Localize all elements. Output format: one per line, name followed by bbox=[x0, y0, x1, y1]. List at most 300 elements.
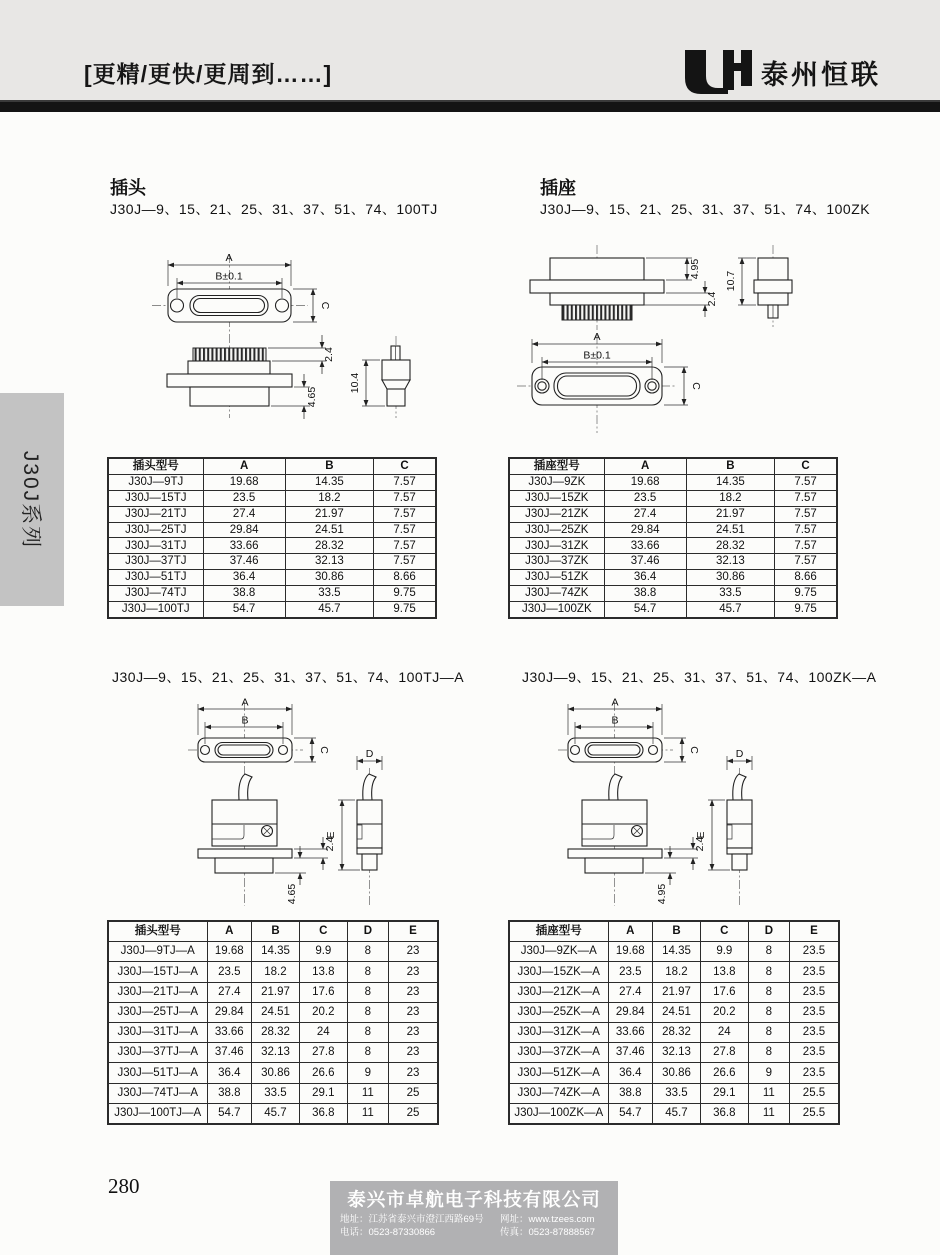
table-row bbox=[509, 490, 837, 506]
table-row bbox=[509, 474, 837, 490]
table-row bbox=[509, 570, 837, 586]
value-cell: 27.4 bbox=[604, 506, 686, 522]
value-cell: 26.6 bbox=[700, 1063, 748, 1083]
value-cell: 27.4 bbox=[207, 982, 252, 1002]
plug-side-view bbox=[167, 348, 292, 406]
value-cell: 7.57 bbox=[775, 522, 837, 538]
footer-fax: 传真：0523-87888567 bbox=[500, 1227, 596, 1238]
footer-company-box bbox=[330, 1181, 618, 1255]
value-cell: 21.97 bbox=[252, 982, 300, 1002]
value-cell: 37.46 bbox=[604, 554, 686, 570]
model-cell: J30J—21ZK—A bbox=[509, 982, 608, 1002]
value-cell: 30.86 bbox=[653, 1063, 701, 1083]
dim-D bbox=[727, 748, 752, 770]
value-cell: 8 bbox=[347, 982, 388, 1002]
value-cell: 7.57 bbox=[374, 522, 436, 538]
value-cell: 23.5 bbox=[789, 962, 839, 982]
value-cell: 8 bbox=[347, 962, 388, 982]
value-cell: 36.8 bbox=[700, 1103, 748, 1124]
dim-2-4 bbox=[268, 335, 335, 374]
value-cell: 38.8 bbox=[207, 1083, 252, 1103]
value-cell: 8 bbox=[748, 962, 789, 982]
value-cell: 54.7 bbox=[608, 1103, 653, 1124]
backshell-profile-view bbox=[357, 774, 382, 870]
value-cell: 23 bbox=[388, 982, 438, 1002]
model-cell: J30J—21ZK bbox=[509, 506, 604, 522]
value-cell: 33.5 bbox=[653, 1083, 701, 1103]
dimension-label-A: A bbox=[225, 252, 233, 264]
column-header: A bbox=[203, 458, 285, 474]
value-cell: 54.7 bbox=[207, 1103, 252, 1124]
value-cell: 9.75 bbox=[775, 586, 837, 602]
value-cell: 33.5 bbox=[252, 1083, 300, 1103]
value-cell: 45.7 bbox=[252, 1103, 300, 1124]
value-cell: 18.2 bbox=[285, 490, 374, 506]
value-cell: 7.57 bbox=[775, 490, 837, 506]
value-cell: 19.68 bbox=[604, 474, 686, 490]
value-cell: 24 bbox=[299, 1022, 347, 1042]
value-cell: 8 bbox=[347, 1022, 388, 1042]
dimension-label-B: B±0.1 bbox=[583, 349, 611, 362]
value-cell: 23.5 bbox=[789, 982, 839, 1002]
value-cell: 23.5 bbox=[789, 1043, 839, 1063]
value-cell: 27.8 bbox=[700, 1043, 748, 1063]
dim-C bbox=[664, 738, 700, 762]
value-cell: 33.66 bbox=[608, 1022, 653, 1042]
table-row bbox=[509, 586, 837, 602]
table-row bbox=[509, 1022, 839, 1042]
socket-front-view bbox=[532, 367, 662, 405]
table-row bbox=[108, 1083, 438, 1103]
column-header: D bbox=[347, 921, 388, 942]
dimension-label-tail: 4.65 bbox=[286, 883, 298, 905]
value-cell: 7.57 bbox=[775, 554, 837, 570]
column-header: C bbox=[299, 921, 347, 942]
value-cell: 23.5 bbox=[789, 1022, 839, 1042]
value-cell: 7.57 bbox=[374, 474, 436, 490]
column-header: B bbox=[686, 458, 775, 474]
value-cell: 37.46 bbox=[203, 554, 285, 570]
value-cell: 23 bbox=[388, 1043, 438, 1063]
value-cell: 32.13 bbox=[653, 1043, 701, 1063]
column-header: B bbox=[653, 921, 701, 942]
column-header: 插座型号 bbox=[509, 921, 608, 942]
value-cell: 25.5 bbox=[789, 1083, 839, 1103]
model-cell: J30J—37ZK bbox=[509, 554, 604, 570]
value-cell: 23 bbox=[388, 1063, 438, 1083]
dimension-label-D: D bbox=[735, 748, 744, 760]
model-cell: J30J—37ZK—A bbox=[509, 1043, 608, 1063]
header-row bbox=[509, 921, 839, 942]
backshell-side-view bbox=[568, 774, 662, 873]
dimension-label-E: E bbox=[695, 831, 707, 839]
value-cell: 28.32 bbox=[686, 538, 775, 554]
dim-C bbox=[294, 738, 330, 762]
value-cell: 8 bbox=[748, 942, 789, 962]
table-row bbox=[108, 982, 438, 1002]
model-cell: J30J—51TJ—A bbox=[108, 1063, 207, 1083]
value-cell: 30.86 bbox=[252, 1063, 300, 1083]
model-cell: J30J—25TJ bbox=[108, 522, 203, 538]
socket-side-view bbox=[530, 258, 664, 320]
value-cell: 7.57 bbox=[374, 538, 436, 554]
cable bbox=[363, 774, 376, 800]
table-row bbox=[509, 1063, 839, 1083]
footer-website: 网址：www.tzees.com bbox=[500, 1214, 595, 1225]
dimension-label-A: A bbox=[241, 696, 249, 709]
model-cell: J30J—15TJ bbox=[108, 490, 203, 506]
value-cell: 30.86 bbox=[285, 570, 374, 586]
value-cell: 24.51 bbox=[285, 522, 374, 538]
value-cell: 21.97 bbox=[653, 982, 701, 1002]
table-row bbox=[108, 554, 436, 570]
value-cell: 9.9 bbox=[299, 942, 347, 962]
value-cell: 45.7 bbox=[285, 602, 374, 618]
value-cell: 14.35 bbox=[252, 942, 300, 962]
table-row bbox=[108, 522, 436, 538]
dimension-label-10-4: 10.4 bbox=[349, 372, 361, 394]
table-row bbox=[108, 1063, 438, 1083]
value-cell: 45.7 bbox=[686, 602, 775, 618]
column-header: C bbox=[374, 458, 436, 474]
model-cell: J30J—51TJ bbox=[108, 570, 203, 586]
cable bbox=[609, 774, 622, 800]
model-cell: J30J—15ZK bbox=[509, 490, 604, 506]
dimension-label-B: B±0.1 bbox=[215, 270, 243, 283]
dimension-label-B: B bbox=[611, 714, 619, 727]
socket-section-title: 插座 bbox=[540, 178, 576, 198]
value-cell: 24.51 bbox=[686, 522, 775, 538]
value-cell: 7.57 bbox=[374, 506, 436, 522]
value-cell: 27.4 bbox=[203, 506, 285, 522]
value-cell: 23 bbox=[388, 942, 438, 962]
table-row bbox=[509, 1083, 839, 1103]
value-cell: 9.75 bbox=[374, 586, 436, 602]
value-cell: 33.5 bbox=[686, 586, 775, 602]
series-side-tab bbox=[0, 393, 64, 606]
front-view bbox=[568, 738, 662, 762]
model-cell: J30J—9ZK—A bbox=[509, 942, 608, 962]
column-header: E bbox=[789, 921, 839, 942]
pin-comb bbox=[562, 305, 632, 320]
value-cell: 18.2 bbox=[653, 962, 701, 982]
value-cell: 25.5 bbox=[789, 1103, 839, 1124]
value-cell: 18.2 bbox=[686, 490, 775, 506]
dim-10-7 bbox=[725, 258, 756, 305]
model-cell: J30J—74ZK—A bbox=[509, 1083, 608, 1103]
value-cell: 37.46 bbox=[207, 1043, 252, 1063]
socket-models-line: J30J—9、15、21、25、31、37、51、74、100ZK bbox=[540, 201, 871, 217]
footer-phone-line bbox=[340, 1226, 608, 1239]
value-cell: 17.6 bbox=[299, 982, 347, 1002]
value-cell: 8.66 bbox=[775, 570, 837, 586]
table-row bbox=[108, 962, 438, 982]
dimension-label-2-4: 2.4 bbox=[694, 836, 706, 852]
value-cell: 11 bbox=[748, 1103, 789, 1124]
value-cell: 26.6 bbox=[299, 1063, 347, 1083]
model-cell: J30J—31TJ—A bbox=[108, 1022, 207, 1042]
value-cell: 29.1 bbox=[700, 1083, 748, 1103]
page-number: 280 bbox=[108, 1174, 140, 1198]
value-cell: 19.68 bbox=[207, 942, 252, 962]
value-cell: 33.66 bbox=[604, 538, 686, 554]
table-row bbox=[108, 506, 436, 522]
value-cell: 14.35 bbox=[686, 474, 775, 490]
socket-dimensions-table bbox=[508, 457, 838, 619]
dim-4-95 bbox=[646, 258, 701, 280]
value-cell: 23.5 bbox=[789, 942, 839, 962]
plug-section-title: 插头 bbox=[110, 178, 146, 198]
brand-block bbox=[683, 48, 881, 96]
table-row bbox=[509, 602, 837, 618]
value-cell: 8 bbox=[748, 982, 789, 1002]
cable bbox=[239, 774, 252, 800]
table-row bbox=[108, 1103, 438, 1124]
table-row bbox=[108, 538, 436, 554]
header-tagline: [更精/更快/更周到……] bbox=[84, 61, 333, 87]
dim-E bbox=[695, 800, 730, 870]
value-cell: 8 bbox=[748, 1002, 789, 1022]
table-row bbox=[509, 1103, 839, 1124]
footer-address: 地址：江苏省泰兴市澄江西路69号 bbox=[340, 1214, 484, 1225]
value-cell: 20.2 bbox=[299, 1002, 347, 1022]
value-cell: 36.4 bbox=[207, 1063, 252, 1083]
table-row bbox=[509, 538, 837, 554]
value-cell: 23.5 bbox=[604, 490, 686, 506]
model-cell: J30J—9ZK bbox=[509, 474, 604, 490]
value-cell: 28.32 bbox=[653, 1022, 701, 1042]
value-cell: 28.32 bbox=[285, 538, 374, 554]
value-cell: 23 bbox=[388, 1022, 438, 1042]
value-cell: 7.57 bbox=[775, 506, 837, 522]
model-cell: J30J—74ZK bbox=[509, 586, 604, 602]
value-cell: 32.13 bbox=[285, 554, 374, 570]
column-header: A bbox=[604, 458, 686, 474]
value-cell: 38.8 bbox=[203, 586, 285, 602]
value-cell: 32.13 bbox=[252, 1043, 300, 1063]
model-cell: J30J—31ZK—A bbox=[509, 1022, 608, 1042]
value-cell: 29.84 bbox=[207, 1002, 252, 1022]
value-cell: 13.8 bbox=[299, 962, 347, 982]
value-cell: 23 bbox=[388, 1002, 438, 1022]
dimension-label-4-95: 4.95 bbox=[689, 258, 701, 280]
value-cell: 7.57 bbox=[374, 554, 436, 570]
value-cell: 24 bbox=[700, 1022, 748, 1042]
plug-models-line: J30J—9、15、21、25、31、37、51、74、100TJ bbox=[110, 201, 438, 217]
socket-a-drawing bbox=[518, 698, 823, 910]
dim-10-4 bbox=[349, 360, 385, 406]
model-cell: J30J—51ZK bbox=[509, 570, 604, 586]
value-cell: 54.7 bbox=[203, 602, 285, 618]
dimension-label-C: C bbox=[318, 746, 330, 754]
table-row bbox=[108, 474, 436, 490]
table-row bbox=[509, 962, 839, 982]
model-cell: J30J—25ZK bbox=[509, 522, 604, 538]
value-cell: 37.46 bbox=[608, 1043, 653, 1063]
model-cell: J30J—21TJ—A bbox=[108, 982, 207, 1002]
table-row bbox=[509, 554, 837, 570]
model-cell: J30J—15ZK—A bbox=[509, 962, 608, 982]
value-cell: 9.9 bbox=[700, 942, 748, 962]
value-cell: 8 bbox=[748, 1043, 789, 1063]
value-cell: 33.66 bbox=[203, 538, 285, 554]
header-row bbox=[509, 458, 837, 474]
table-row bbox=[108, 570, 436, 586]
model-cell: J30J—25ZK—A bbox=[509, 1002, 608, 1022]
dimension-label-C: C bbox=[690, 382, 702, 390]
table-row bbox=[108, 942, 438, 962]
value-cell: 25 bbox=[388, 1103, 438, 1124]
value-cell: 13.8 bbox=[700, 962, 748, 982]
value-cell: 11 bbox=[347, 1103, 388, 1124]
table-row bbox=[509, 522, 837, 538]
value-cell: 36.4 bbox=[604, 570, 686, 586]
plug-a-drawing bbox=[148, 698, 453, 910]
socket-profile-view bbox=[754, 258, 792, 318]
value-cell: 8.66 bbox=[374, 570, 436, 586]
value-cell: 20.2 bbox=[700, 1002, 748, 1022]
table-row bbox=[108, 1002, 438, 1022]
dimension-label-C: C bbox=[319, 301, 331, 310]
value-cell: 27.8 bbox=[299, 1043, 347, 1063]
plug-a-models-line: J30J—9、15、21、25、31、37、51、74、100TJ—A bbox=[112, 669, 465, 685]
table-row bbox=[509, 1002, 839, 1022]
value-cell: 29.84 bbox=[604, 522, 686, 538]
column-header: C bbox=[700, 921, 748, 942]
footer-address-line bbox=[340, 1213, 608, 1226]
model-cell: J30J—9TJ bbox=[108, 474, 203, 490]
value-cell: 9 bbox=[347, 1063, 388, 1083]
backshell-side-view bbox=[198, 774, 292, 873]
value-cell: 23.5 bbox=[789, 1063, 839, 1083]
model-cell: J30J—100TJ bbox=[108, 602, 203, 618]
value-cell: 8 bbox=[347, 942, 388, 962]
dimension-label-A: A bbox=[593, 331, 601, 343]
dimension-label-A: A bbox=[611, 696, 619, 709]
dimension-label-10-7: 10.7 bbox=[725, 270, 737, 292]
column-header: B bbox=[252, 921, 300, 942]
value-cell: 28.32 bbox=[252, 1022, 300, 1042]
dimension-label-2-4: 2.4 bbox=[324, 836, 336, 852]
value-cell: 38.8 bbox=[604, 586, 686, 602]
model-cell: J30J—100ZK—A bbox=[509, 1103, 608, 1124]
value-cell: 36.8 bbox=[299, 1103, 347, 1124]
dimension-label-2-4: 2.4 bbox=[706, 291, 718, 307]
value-cell: 21.97 bbox=[686, 506, 775, 522]
model-cell: J30J—37TJ—A bbox=[108, 1043, 207, 1063]
header-divider-bar bbox=[0, 100, 940, 112]
socket-a-models-line: J30J—9、15、21、25、31、37、51、74、100ZK—A bbox=[522, 669, 877, 685]
table-row bbox=[509, 942, 839, 962]
model-cell: J30J—31ZK bbox=[509, 538, 604, 554]
value-cell: 29.84 bbox=[608, 1002, 653, 1022]
value-cell: 29.84 bbox=[203, 522, 285, 538]
value-cell: 33.66 bbox=[207, 1022, 252, 1042]
table-row bbox=[509, 982, 839, 1002]
model-cell: J30J—74TJ bbox=[108, 586, 203, 602]
value-cell: 25 bbox=[388, 1083, 438, 1103]
value-cell: 21.97 bbox=[285, 506, 374, 522]
footer-company-name: 泰兴市卓航电子科技有限公司 bbox=[347, 1189, 601, 1210]
value-cell: 8 bbox=[347, 1002, 388, 1022]
header-row bbox=[108, 458, 436, 474]
cable bbox=[733, 774, 746, 800]
value-cell: 19.68 bbox=[203, 474, 285, 490]
header-row bbox=[108, 921, 438, 942]
column-header: 插头型号 bbox=[108, 458, 203, 474]
value-cell: 9.75 bbox=[775, 602, 837, 618]
column-header: 插座型号 bbox=[509, 458, 604, 474]
dimension-label-2-4: 2.4 bbox=[323, 347, 335, 362]
model-cell: J30J—100ZK bbox=[509, 602, 604, 618]
series-label: J30J系列 bbox=[19, 450, 42, 549]
value-cell: 23.5 bbox=[207, 962, 252, 982]
footer-phone: 电话：0523-87330866 bbox=[340, 1227, 436, 1238]
dimension-label-D: D bbox=[365, 748, 374, 760]
value-cell: 7.57 bbox=[374, 490, 436, 506]
value-cell: 7.57 bbox=[775, 474, 837, 490]
dimension-label-4-65: 4.65 bbox=[306, 386, 318, 408]
socket-a-dimensions-table bbox=[508, 920, 840, 1125]
value-cell: 24.51 bbox=[653, 1002, 701, 1022]
value-cell: 9 bbox=[748, 1063, 789, 1083]
dimension-label-B: B bbox=[241, 714, 249, 727]
value-cell: 24.51 bbox=[252, 1002, 300, 1022]
value-cell: 23.5 bbox=[203, 490, 285, 506]
value-cell: 17.6 bbox=[700, 982, 748, 1002]
table-row bbox=[108, 1022, 438, 1042]
model-cell: J30J—37TJ bbox=[108, 554, 203, 570]
value-cell: 8 bbox=[347, 1043, 388, 1063]
column-header: D bbox=[748, 921, 789, 942]
value-cell: 19.68 bbox=[608, 942, 653, 962]
value-cell: 33.5 bbox=[285, 586, 374, 602]
value-cell: 7.57 bbox=[775, 538, 837, 554]
backshell-profile-view bbox=[727, 774, 752, 870]
value-cell: 14.35 bbox=[653, 942, 701, 962]
value-cell: 45.7 bbox=[653, 1103, 701, 1124]
value-cell: 30.86 bbox=[686, 570, 775, 586]
table-row bbox=[509, 506, 837, 522]
value-cell: 8 bbox=[748, 1022, 789, 1042]
model-cell: J30J—74TJ—A bbox=[108, 1083, 207, 1103]
plug-profile-view bbox=[382, 346, 410, 406]
value-cell: 32.13 bbox=[686, 554, 775, 570]
column-header: A bbox=[608, 921, 653, 942]
column-header: C bbox=[775, 458, 837, 474]
plug-dimensions-table bbox=[107, 457, 437, 619]
pin-comb bbox=[193, 348, 266, 361]
value-cell: 38.8 bbox=[608, 1083, 653, 1103]
dim-D bbox=[357, 748, 382, 770]
plug-front-view bbox=[168, 289, 291, 322]
value-cell: 27.4 bbox=[608, 982, 653, 1002]
table-row bbox=[509, 1043, 839, 1063]
column-header: 插头型号 bbox=[108, 921, 207, 942]
table-row bbox=[108, 1043, 438, 1063]
table-row bbox=[108, 490, 436, 506]
brand-name: 泰州恒联 bbox=[761, 59, 881, 90]
model-cell: J30J—15TJ—A bbox=[108, 962, 207, 982]
value-cell: 23 bbox=[388, 962, 438, 982]
dim-E bbox=[325, 800, 360, 870]
value-cell: 36.4 bbox=[203, 570, 285, 586]
value-cell: 23.5 bbox=[789, 1002, 839, 1022]
dimension-label-E: E bbox=[325, 831, 337, 839]
model-cell: J30J—31TJ bbox=[108, 538, 203, 554]
lh-logo-icon bbox=[683, 48, 753, 96]
value-cell: 9.75 bbox=[374, 602, 436, 618]
